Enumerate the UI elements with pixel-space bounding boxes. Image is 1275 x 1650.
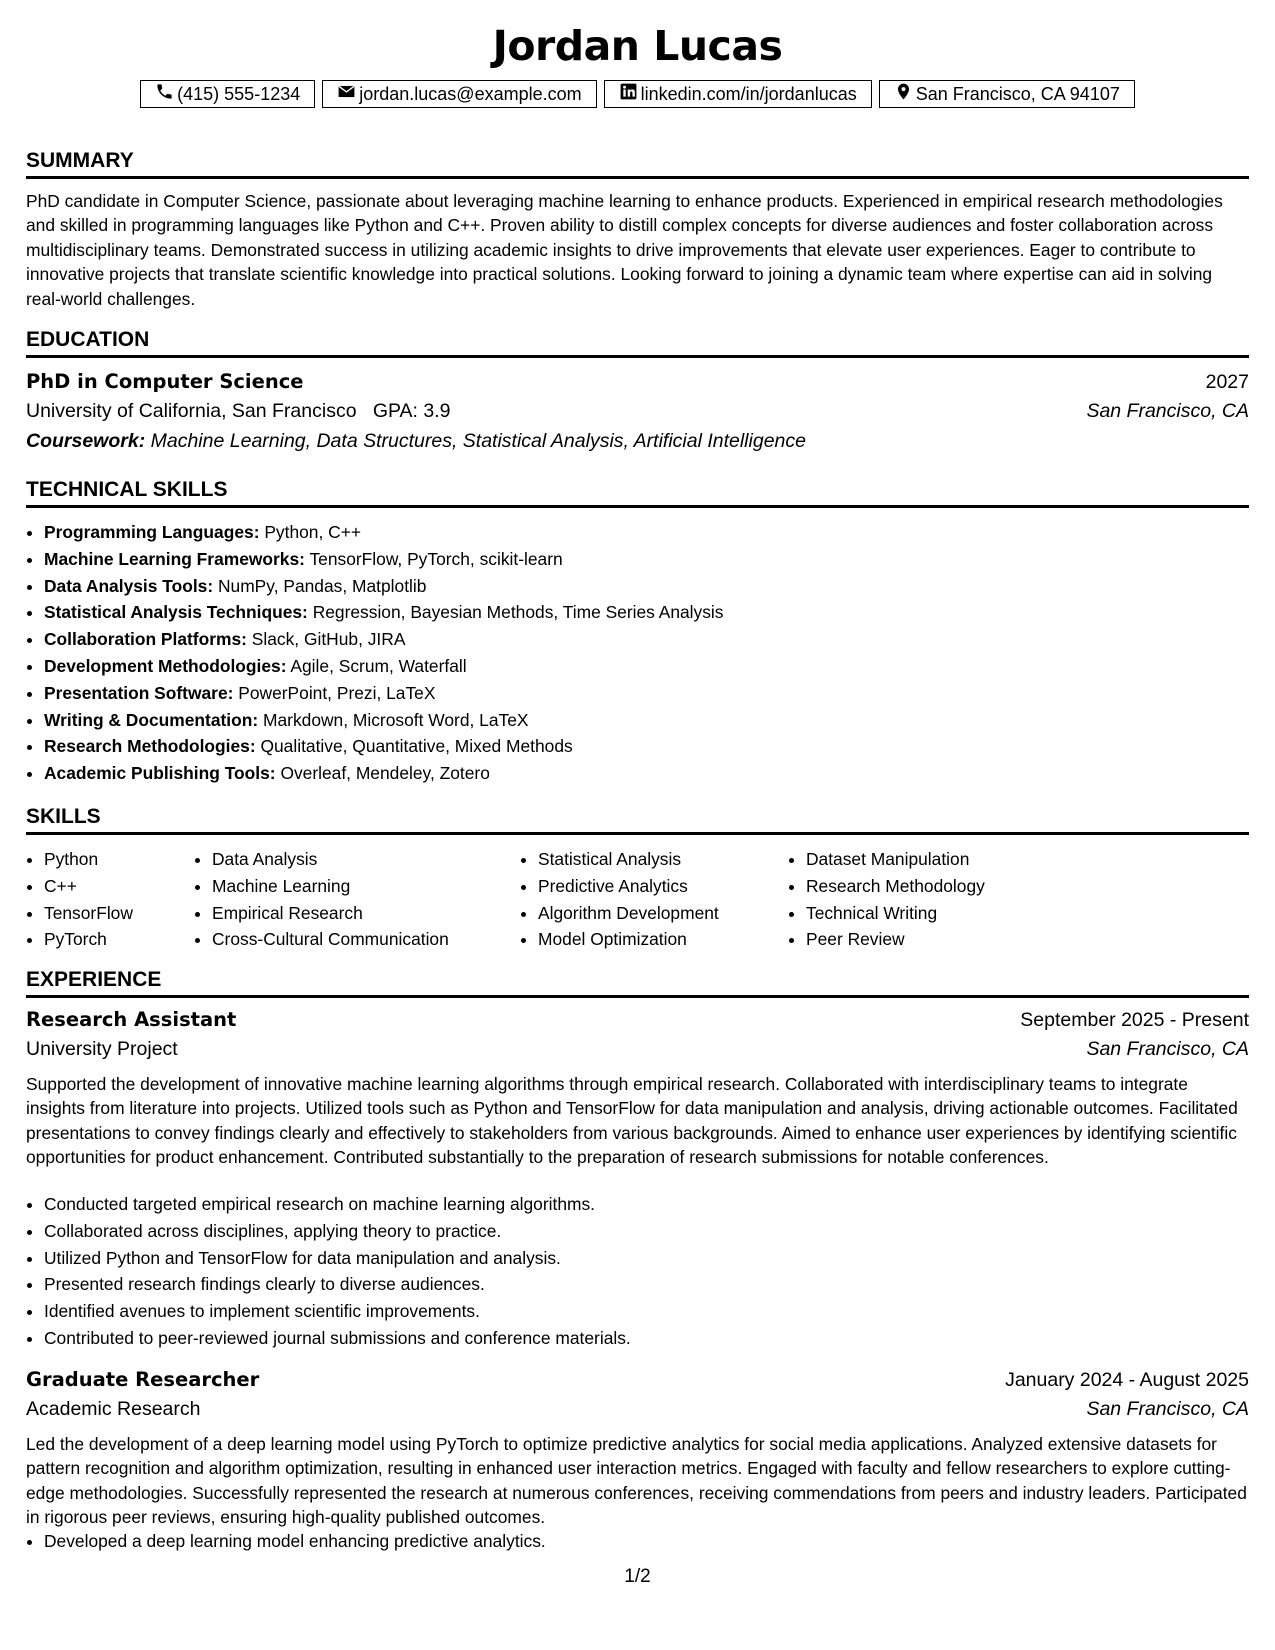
gpa: GPA: 3.9 (372, 400, 451, 422)
skills-columns (26, 846, 1046, 953)
job-1-org: University Project (26, 1038, 178, 1060)
linkedin-text: linkedin.com/in/jordanlucas (640, 83, 857, 104)
technical-skill-label: Statistical Analysis Techniques: (44, 602, 308, 623)
technical-skill-value: NumPy, Pandas, Matplotlib (217, 575, 427, 596)
skill-item: • Dataset Manipulation (806, 846, 1046, 873)
skill-item: • Technical Writing (806, 900, 1046, 927)
coursework-row (26, 430, 1249, 453)
technical-skill-value: Qualitative, Quantitative, Mixed Methods (260, 736, 573, 757)
skills-column (788, 846, 1046, 953)
skill-item: • PyTorch (44, 926, 194, 953)
contact-email[interactable] (322, 80, 596, 108)
technical-skill-label: Collaboration Platforms: (44, 629, 247, 650)
skill-item: • Data Analysis (212, 846, 520, 873)
job-2-org: Academic Research (26, 1398, 201, 1420)
technical-skill-value: Agile, Scrum, Waterfall (290, 655, 467, 676)
technical-skill-value: TensorFlow, PyTorch, scikit-learn (309, 548, 563, 569)
summary-text: PhD candidate in Computer Science, passionate about leveraging machine learning to enhance products. Experienced in empirical research methodologies and skilled in programming languages like Python and C++. Proven ability to distill complex concepts for diverse audiences and foster collaboration across multidisciplinary teams. Demonstrated success in utilizing academic insights to drive improvements that elevate user experiences. Eager to contribute to innovative projects that translate scientific knowledge into practical solutions. Looking forward to joining a dynamic team where expertise can aid in solving real-world challenges. (26, 191, 1223, 309)
job-bullet: • Developed a deep learning model enhancing predictive analytics. (44, 1528, 1267, 1555)
job-bullet: • Collaborated across disciplines, applying theory to practice. (44, 1218, 1267, 1245)
skill-item: • Research Methodology (806, 873, 1046, 900)
contact-location[interactable] (879, 80, 1135, 108)
graduation-year: 2027 (1205, 371, 1249, 393)
linkedin-icon (619, 82, 638, 106)
summary-heading: SUMMARY (26, 149, 1249, 179)
skills-column (194, 846, 520, 953)
technical-skill-label: Writing & Documentation: (44, 709, 259, 730)
school-name: University of California, San Francisco (26, 400, 357, 422)
degree-title: PhD in Computer Science (26, 370, 304, 393)
job-2-role: Graduate Researcher (26, 1368, 260, 1391)
job-bullet: • Identified avenues to implement scientific improvements. (44, 1298, 1267, 1325)
technical-skill-label: Research Methodologies: (44, 736, 256, 757)
technical-skill-label: Programming Languages: (44, 522, 260, 542)
skills-column (520, 846, 788, 953)
coursework-label: Coursework: (26, 430, 146, 452)
experience-heading: EXPERIENCE (26, 968, 1249, 998)
job-bullet: • Presented research findings clearly to diverse audiences. (44, 1271, 1267, 1298)
technical-skill-label: Machine Learning Frameworks: (44, 548, 305, 569)
skill-item: • Cross-Cultural Communication (212, 926, 520, 953)
technical-skill-item (44, 573, 1267, 600)
job-2-title-row (26, 1368, 1249, 1392)
technical-skill-label: Academic Publishing Tools: (44, 763, 276, 784)
technical-skill-item (44, 626, 1267, 653)
contact-bar (0, 80, 1275, 108)
skill-item: • C++ (44, 873, 194, 900)
location-text: San Francisco, CA 94107 (915, 83, 1120, 104)
job-2-location: San Francisco, CA (1086, 1398, 1249, 1420)
technical-skill-label: Development Methodologies: (44, 655, 287, 676)
education-school-row (26, 400, 1249, 423)
technical-skill-item (44, 519, 1267, 546)
technical-skill-value: Markdown, Microsoft Word, LaTeX (263, 709, 529, 730)
job-2-org-row (26, 1398, 1249, 1421)
technical-skill-item (44, 599, 1267, 626)
technical-skill-value: Slack, GitHub, JIRA (251, 629, 406, 650)
skills-heading: SKILLS (26, 805, 1249, 835)
email-text: jordan.lucas@example.com (359, 83, 582, 104)
technical-skill-value: Python, C++ (264, 522, 362, 542)
job-bullet: • Utilized Python and TensorFlow for data manipulation and analysis. (44, 1245, 1267, 1272)
technical-skill-item (44, 707, 1267, 734)
coursework-list: Machine Learning, Data Structures, Statistical Analysis, Artificial Intelligence (150, 430, 806, 452)
technical-skill-value: PowerPoint, Prezi, LaTeX (238, 682, 436, 703)
contact-linkedin[interactable] (604, 80, 872, 108)
job-1-title-row (26, 1008, 1249, 1032)
skill-item: • Peer Review (806, 926, 1046, 953)
coursework-line (26, 430, 806, 453)
skill-item: • Statistical Analysis (538, 846, 788, 873)
education-heading: EDUCATION (26, 328, 1249, 358)
page-number: 1/2 (624, 1566, 651, 1587)
job-2-description: Led the development of a deep learning model using PyTorch to optimize predictive analytics for social media applications. Analyzed extensive datasets for pattern recognition and algorithm optimization, resulting in enhanced user interaction metrics. Engaged with faculty and fellow researchers to explore cutting-edge methodologies. Successfully represented the research at numerous conferences, receiving commendations from peers and industry leaders. Participated in rigorous peer reviews, ensuring high-quality published outcomes. (26, 1434, 1247, 1528)
job-1-role: Research Assistant (26, 1008, 237, 1031)
skills-column (26, 846, 194, 953)
technical-skill-item (44, 760, 1267, 787)
technical-skill-label: Data Analysis Tools: (44, 575, 214, 596)
skill-item: • Empirical Research (212, 900, 520, 927)
skill-item: • Machine Learning (212, 873, 520, 900)
candidate-name: Jordan Lucas (492, 22, 783, 70)
job-1-bullets (26, 1191, 1267, 1352)
technical-skill-item (44, 680, 1267, 707)
education-location: San Francisco, CA (1086, 400, 1249, 422)
technical-skill-item (44, 733, 1267, 760)
skill-item: • Model Optimization (538, 926, 788, 953)
technical-skill-item (44, 653, 1267, 680)
education-degree-row (26, 370, 1249, 394)
job-2-bullets (26, 1528, 1267, 1555)
technical-skill-item (44, 546, 1267, 573)
technical-skill-value: Regression, Bayesian Methods, Time Series Analysis (312, 602, 724, 623)
job-1-description: Supported the development of innovative machine learning algorithms through empirical research. Collaborated with interdisciplinary teams to integrate insights from literature into projects. Utilized tools such as Python and TensorFlow for data manipulation and analysis, driving actionable outcomes. Facilitated presentations to convey findings clearly and effectively to stakeholders from various backgrounds. Aimed to enhance user experiences by identifying scientific opportunities for product enhancement. Contributed substantially to the preparation of research submissions for notable conferences. (26, 1074, 1238, 1168)
technical-skill-label: Presentation Software: (44, 682, 234, 703)
skill-item: • Predictive Analytics (538, 873, 788, 900)
contact-phone[interactable] (140, 80, 315, 108)
skill-item: • Python (44, 846, 194, 873)
job-bullet: • Conducted targeted empirical research on machine learning algorithms. (44, 1191, 1267, 1218)
technical-skill-value: Overleaf, Mendeley, Zotero (280, 763, 490, 784)
skill-item: • TensorFlow (44, 900, 194, 927)
job-bullet: • Contributed to peer-reviewed journal submissions and conference materials. (44, 1325, 1267, 1352)
job-2-dates: January 2024 - August 2025 (1005, 1369, 1249, 1391)
technical-skills-list (26, 519, 1267, 787)
job-1-dates: September 2025 - Present (1020, 1009, 1249, 1031)
job-1-org-row (26, 1038, 1249, 1061)
envelope-icon (337, 82, 356, 106)
phone-icon (155, 82, 174, 106)
map-marker-icon (894, 82, 913, 106)
job-1-location: San Francisco, CA (1086, 1038, 1249, 1060)
school-line (26, 400, 451, 423)
technical-skills-heading: TECHNICAL SKILLS (26, 478, 1249, 508)
phone-text: (415) 555-1234 (177, 83, 301, 104)
skill-item: • Algorithm Development (538, 900, 788, 927)
